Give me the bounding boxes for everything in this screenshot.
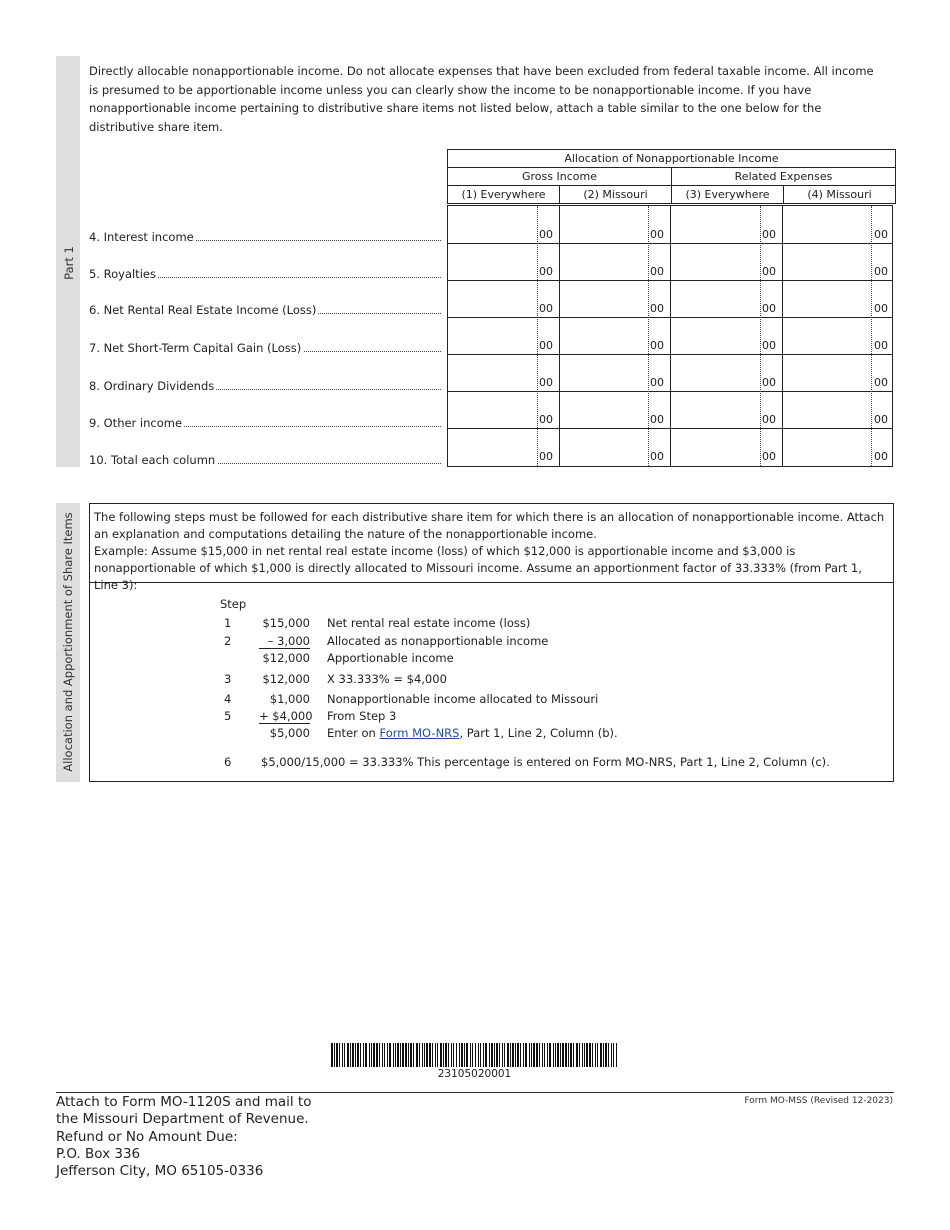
step-5b-desc: Enter on Form MO-NRS, Part 1, Line 2, Column (b). bbox=[327, 726, 618, 740]
cents-field[interactable]: 00 bbox=[874, 413, 888, 426]
row-label-dividends: 8. Ordinary Dividends bbox=[89, 379, 441, 393]
steps-para1: The following steps must be followed for each distributive share item for which there is an allocation of nonapportionable income. Attach an explanation and computations detailing the nature of the nonapportionable income. bbox=[94, 510, 885, 541]
step-3-desc: X 33.333% = $4,000 bbox=[327, 672, 447, 686]
step-2b-amount: $12,000 bbox=[262, 651, 310, 665]
step-5-amount: + $4,000 bbox=[259, 709, 313, 723]
step-4-desc: Nonapportionable income allocated to Missouri bbox=[327, 692, 599, 706]
cents-field[interactable]: 00 bbox=[874, 302, 888, 315]
cents-field[interactable]: 00 bbox=[539, 302, 553, 315]
footer-divider bbox=[56, 1092, 894, 1093]
step-5-desc: From Step 3 bbox=[327, 709, 397, 723]
cents-field[interactable]: 00 bbox=[650, 413, 664, 426]
cents-field[interactable]: 00 bbox=[874, 450, 888, 463]
col4-header: (4) Missouri bbox=[784, 186, 896, 204]
cents-field[interactable]: 00 bbox=[762, 265, 776, 278]
step-5b-amount: $5,000 bbox=[269, 726, 310, 740]
cents-field[interactable]: 00 bbox=[874, 376, 888, 389]
cents-field[interactable]: 00 bbox=[874, 339, 888, 352]
footer-mail-instructions: Attach to Form MO-1120S and mail to the Missouri Department of Revenue. bbox=[56, 1094, 312, 1127]
cents-field[interactable]: 00 bbox=[762, 450, 776, 463]
allocation-header-table bbox=[447, 149, 896, 204]
step-2-amount: – 3,000 bbox=[259, 634, 310, 649]
part1-instructions: Directly allocable nonapportionable income. Do not allocate expenses that have been excluded from federal taxable income. All income is presumed to be apportionable income unless you can clearly show the income to be nonapportionable income. If you have nonapportionable income pertaining to distributive share items not listed below, attach a table similar to the one below for the distributive share item. bbox=[89, 64, 874, 134]
cents-field[interactable]: 00 bbox=[762, 302, 776, 315]
row-label-royalties: 5. Royalties bbox=[89, 267, 441, 281]
steps-intro bbox=[90, 504, 893, 592]
row-label-short-term-gain: 7. Net Short-Term Capital Gain (Loss) bbox=[89, 341, 441, 355]
cents-field[interactable]: 00 bbox=[650, 265, 664, 278]
row-label-interest: 4. Interest income bbox=[89, 230, 441, 244]
step-1-desc: Net rental real estate income (loss) bbox=[327, 616, 531, 630]
step-header: Step bbox=[220, 597, 247, 611]
cents-field[interactable]: 00 bbox=[539, 376, 553, 389]
income-entry-grid bbox=[447, 205, 893, 467]
step-4-amount: $1,000 bbox=[269, 692, 310, 706]
cents-field[interactable]: 00 bbox=[539, 450, 553, 463]
step-5-number: 5 bbox=[224, 709, 232, 723]
step-6-text: $5,000/15,000 = 33.333% This percentage is entered on Form MO-NRS, Part 1, Line 2, Column (c). bbox=[261, 755, 830, 769]
step-1-amount: $15,000 bbox=[262, 616, 310, 630]
barcode-number: 23105020001 bbox=[437, 1068, 512, 1080]
step-2-desc: Allocated as nonapportionable income bbox=[327, 634, 549, 648]
col3-header: (3) Everywhere bbox=[672, 186, 784, 204]
form-mo-nrs-link[interactable]: Form MO-NRS bbox=[379, 726, 460, 740]
cents-field[interactable]: 00 bbox=[874, 265, 888, 278]
col1-header: (1) Everywhere bbox=[448, 186, 560, 204]
cents-field[interactable]: 00 bbox=[539, 265, 553, 278]
col2-header: (2) Missouri bbox=[560, 186, 672, 204]
row-label-total: 10. Total each column bbox=[89, 453, 441, 467]
cents-field[interactable]: 00 bbox=[762, 228, 776, 241]
cents-field[interactable]: 00 bbox=[762, 413, 776, 426]
steps-para2: Example: Assume $15,000 in net rental real estate income (loss) of which $12,000 is apportionable income and $3,000 is nonapportionable of which $1,000 is directly allocated to Missouri income. Assume an apportionment factor of 33.333% (from Part 1, Line 3): bbox=[94, 544, 862, 592]
step-4-number: 4 bbox=[224, 692, 232, 706]
cents-field[interactable]: 00 bbox=[650, 339, 664, 352]
cents-field[interactable]: 00 bbox=[539, 339, 553, 352]
part1-label: Part 1 bbox=[62, 246, 76, 280]
section2-label: Allocation and Apportionment of Share Items bbox=[61, 512, 75, 772]
footer-address: Refund or No Amount Due: P.O. Box 336 Jefferson City, MO 65105-0336 bbox=[56, 1129, 264, 1179]
row-label-other-income: 9. Other income bbox=[89, 416, 441, 430]
cents-field[interactable]: 00 bbox=[762, 339, 776, 352]
cents-field[interactable]: 00 bbox=[874, 228, 888, 241]
barcode bbox=[331, 1043, 618, 1067]
allocation-title: Allocation of Nonapportionable Income bbox=[448, 150, 896, 168]
cents-field[interactable]: 00 bbox=[539, 228, 553, 241]
cents-field[interactable]: 00 bbox=[762, 376, 776, 389]
step-6-number: 6 bbox=[224, 755, 232, 769]
gross-income-header: Gross Income bbox=[448, 168, 672, 186]
form-id: Form MO-MSS (Revised 12-2023) bbox=[744, 1096, 893, 1106]
step-3-number: 3 bbox=[224, 672, 232, 686]
step-2-number: 2 bbox=[224, 634, 232, 648]
cents-field[interactable]: 00 bbox=[650, 450, 664, 463]
step-2b-desc: Apportionable income bbox=[327, 651, 454, 665]
cents-field[interactable]: 00 bbox=[539, 413, 553, 426]
cents-field[interactable]: 00 bbox=[650, 228, 664, 241]
step-3-amount: $12,000 bbox=[262, 672, 310, 686]
step-1-number: 1 bbox=[224, 616, 232, 630]
row-label-net-rental: 6. Net Rental Real Estate Income (Loss) bbox=[89, 303, 441, 317]
related-expenses-header: Related Expenses bbox=[672, 168, 896, 186]
cents-field[interactable]: 00 bbox=[650, 376, 664, 389]
cents-field[interactable]: 00 bbox=[650, 302, 664, 315]
